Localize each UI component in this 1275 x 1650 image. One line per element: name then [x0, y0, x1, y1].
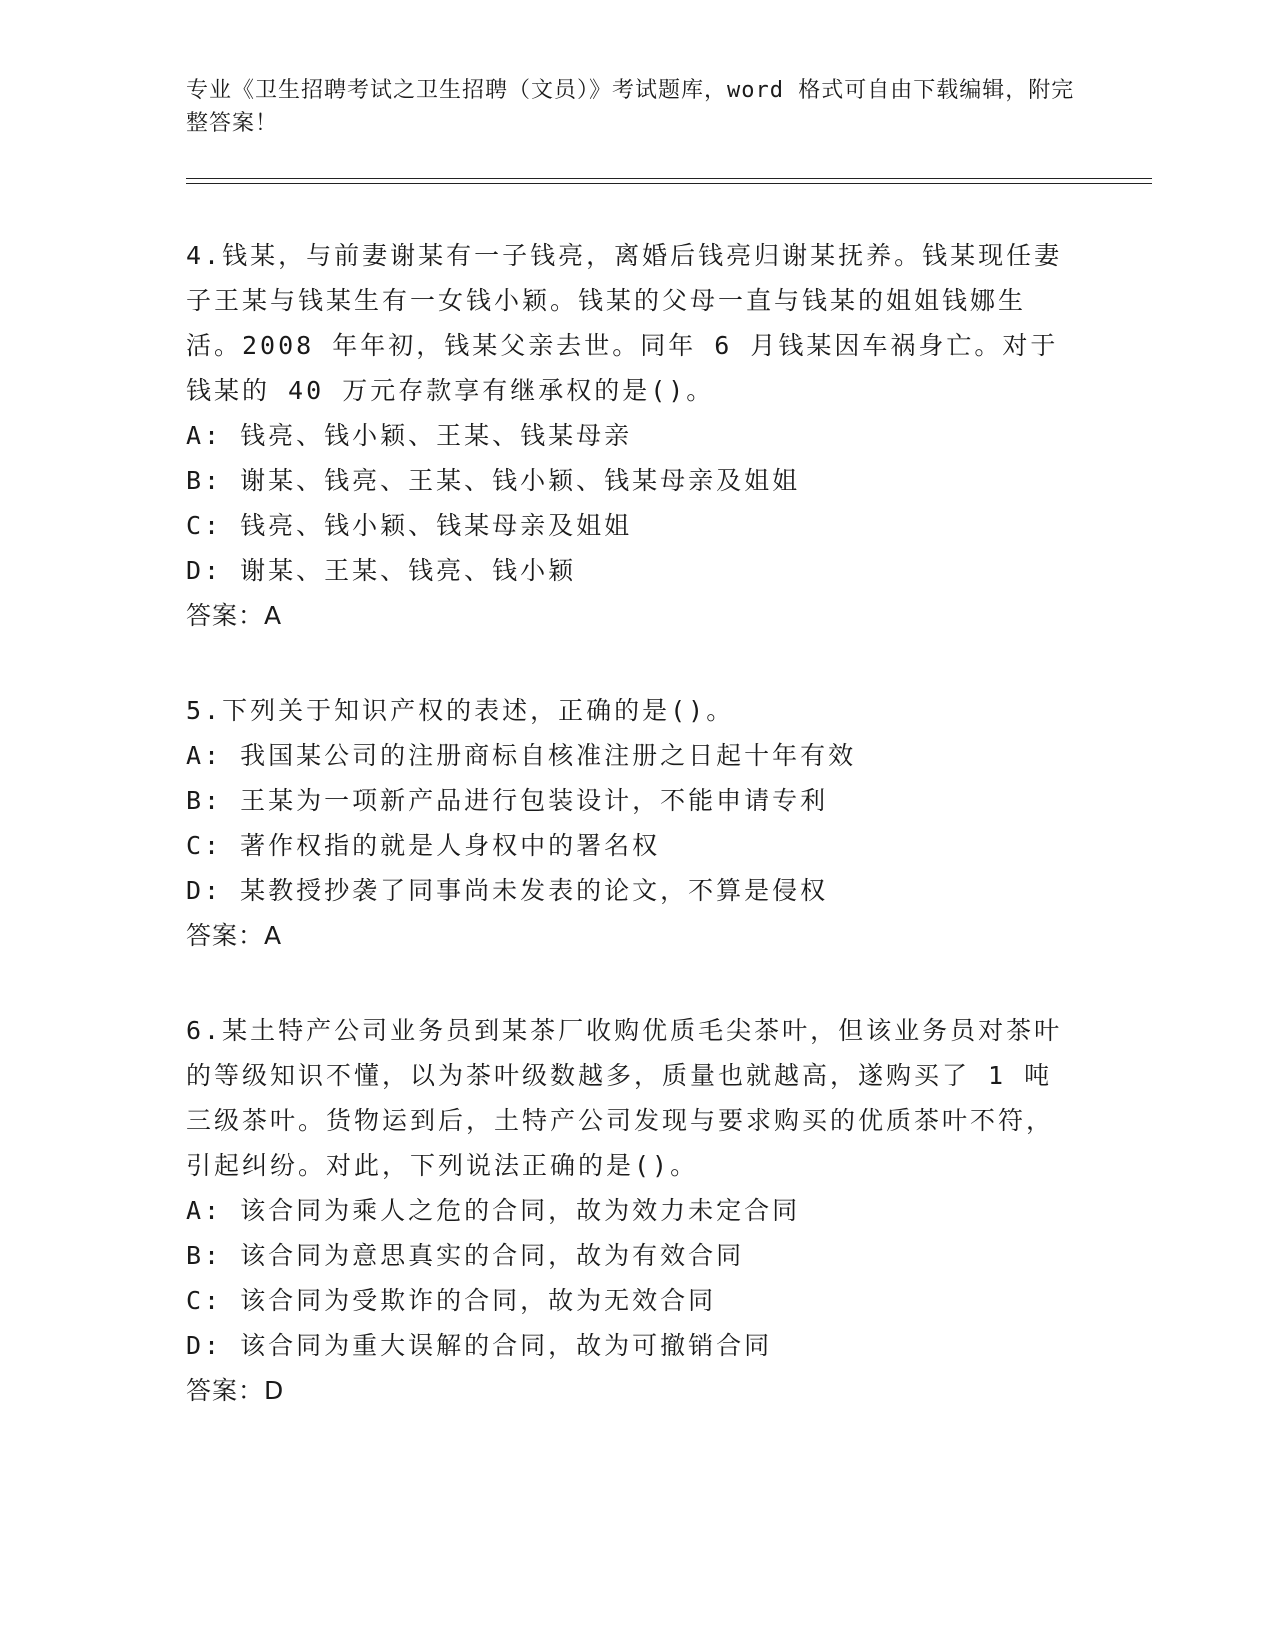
option-b: B: 王某为一项新产品进行包装设计，不能申请专利 — [186, 786, 829, 815]
option-c: C: 钱亮、钱小颖、钱某母亲及姐姐 — [186, 511, 633, 540]
option-a: A: 钱亮、钱小颖、王某、钱某母亲 — [186, 421, 633, 450]
option-d: D: 谢某、王某、钱亮、钱小颖 — [186, 556, 577, 585]
option-c: C: 该合同为受欺诈的合同，故为无效合同 — [186, 1286, 717, 1315]
question-stem: 5.下列关于知识产权的表述，正确的是()。 — [186, 696, 735, 725]
option-b: B: 谢某、钱亮、王某、钱小颖、钱某母亲及姐姐 — [186, 466, 801, 495]
option-b: B: 该合同为意思真实的合同，故为有效合同 — [186, 1241, 745, 1270]
option-a: A: 我国某公司的注册商标自核准注册之日起十年有效 — [186, 741, 857, 770]
option-d: D: 该合同为重大误解的合同，故为可撤销合同 — [186, 1331, 773, 1360]
option-c: C: 著作权指的就是人身权中的署名权 — [186, 831, 661, 860]
question-6 — [186, 1008, 1066, 1413]
question-5 — [186, 688, 1066, 958]
question-stem: 4.钱某，与前妻谢某有一子钱亮，离婚后钱亮归谢某抚养。钱某现任妻子王某与钱某生有一女钱小颖。钱某的父母一直与钱某的姐姐钱娜生活。2008 年年初，钱某父亲去世。同年 6 月钱某因车祸身亡。对于钱某的 40 万元存款享有继承权的是()。 — [186, 241, 1063, 405]
document-header — [186, 74, 1086, 140]
question-stem: 6.某土特产公司业务员到某茶厂收购优质毛尖茶叶，但该业务员对茶叶的等级知识不懂，以为茶叶级数越多，质量也就越高，遂购买了 1 吨三级茶叶。货物运到后，土特产公司发现与要求购买的优质茶叶不符，引起纠纷。对此，下列说法正确的是()。 — [186, 1016, 1063, 1180]
header-text: 专业《卫生招聘考试之卫生招聘（文员）》考试题库，word 格式可自由下载编辑，附完整答案！ — [186, 78, 1075, 136]
question-4 — [186, 233, 1066, 638]
option-d: D: 某教授抄袭了同事尚未发表的论文，不算是侵权 — [186, 876, 829, 905]
answer-line: 答案：A — [186, 921, 283, 950]
option-a: A: 该合同为乘人之危的合同，故为效力未定合同 — [186, 1196, 801, 1225]
answer-line: 答案：A — [186, 601, 283, 630]
header-divider-top — [186, 178, 1152, 179]
header-divider-bottom — [186, 183, 1152, 184]
answer-line: 答案：D — [186, 1376, 285, 1405]
